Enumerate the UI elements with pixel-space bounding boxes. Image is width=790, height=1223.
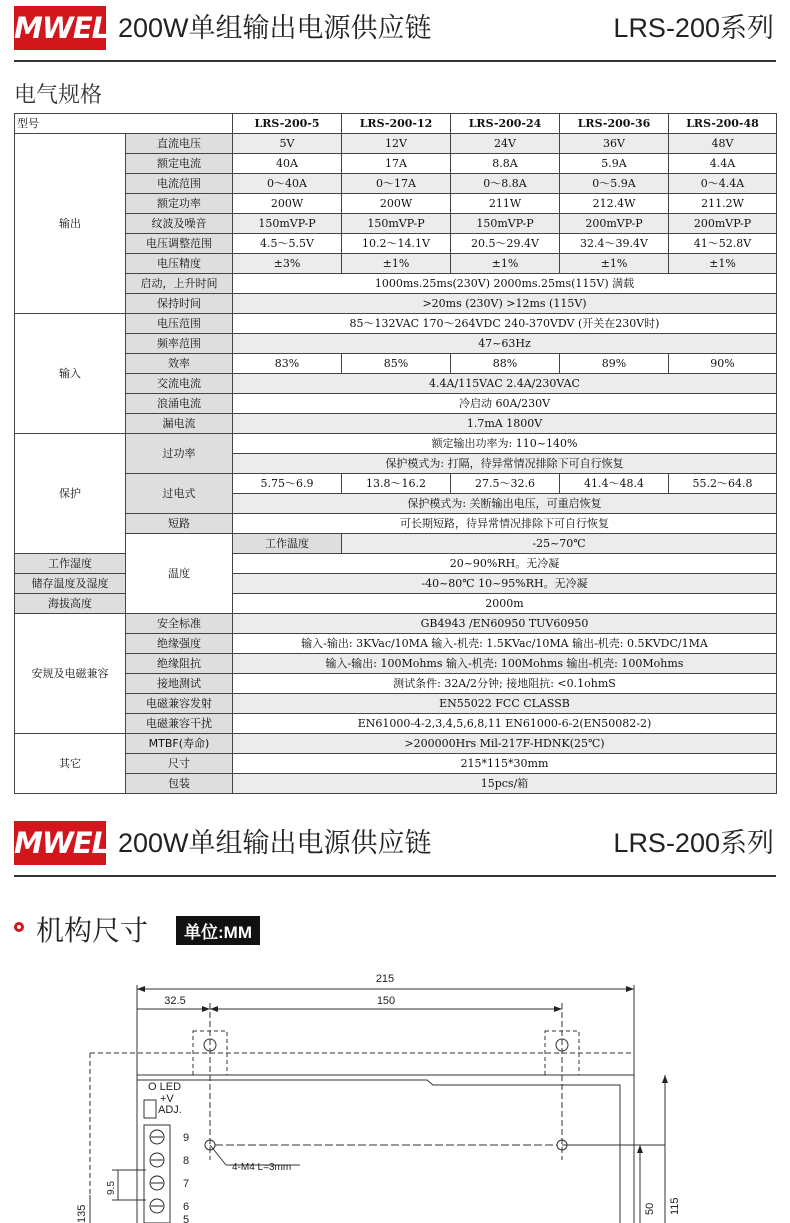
cell: 保护模式为: 关断输出电压，可重启恢复	[233, 494, 777, 514]
cell: 额定输出功率为: 110~140%	[233, 434, 777, 454]
terminal-number: 7	[183, 1178, 190, 1190]
category-protection: 保护	[15, 434, 126, 554]
table-header-row	[15, 114, 777, 134]
mid-banner	[0, 815, 790, 877]
unit-badge: 单位:MM	[176, 916, 260, 945]
table-row	[15, 254, 777, 274]
cell: 4.4A	[669, 154, 777, 174]
cell: ±3%	[233, 254, 342, 274]
table-row	[15, 514, 777, 534]
row-label: 启动，上升时间	[126, 274, 233, 294]
terminal-number: 6	[183, 1201, 190, 1213]
led-label: O LED	[148, 1081, 182, 1093]
mechanical-drawing	[0, 955, 790, 1223]
row-label: 绝缘强度	[126, 634, 233, 654]
screw-label: 4-M4 L=3mm	[232, 1162, 292, 1173]
table-row	[15, 414, 777, 434]
cell: 0～4.4A	[669, 174, 777, 194]
row-label: 效率	[126, 354, 233, 374]
arrow-icon	[662, 1075, 668, 1083]
row-label: 短路	[126, 514, 233, 534]
table-row	[15, 434, 777, 454]
terminal-number: 8	[183, 1155, 190, 1167]
model-name: LRS-200-12	[342, 114, 451, 134]
terminal-block	[144, 1125, 170, 1223]
brand-logo: MWEL	[14, 821, 106, 865]
chassis-body	[137, 1080, 620, 1223]
model-name: LRS-200-5	[233, 114, 342, 134]
cell: 211W	[451, 194, 560, 214]
cell: 41.4～48.4	[560, 474, 669, 494]
cell: 200mVP-P	[560, 214, 669, 234]
row-label: 交流电流	[126, 374, 233, 394]
cell: 可长期短路，待异常情况排除下可自行恢复	[233, 514, 777, 534]
row-label: 包装	[126, 774, 233, 794]
table-row	[15, 294, 777, 314]
cell: 输入-输出: 100Mohms 输入-机壳: 100Mohms 输出-机壳: 100Mohms	[233, 654, 777, 674]
row-label: 过功率	[126, 434, 233, 474]
row-label: 电磁兼容干扰	[126, 714, 233, 734]
category-temperature: 温度	[126, 534, 233, 614]
cell: 36V	[560, 134, 669, 154]
row-label: 电压精度	[126, 254, 233, 274]
cell: 15pcs/箱	[233, 774, 777, 794]
row-label: 频率范围	[126, 334, 233, 354]
table-row	[15, 234, 777, 254]
cell: 17A	[342, 154, 451, 174]
banner-divider	[14, 60, 776, 62]
category-safety: 安规及电磁兼容	[15, 614, 126, 734]
cell: 150mVP-P	[233, 214, 342, 234]
dim-total-width: 215	[375, 973, 395, 985]
cell: 2000m	[233, 594, 777, 614]
model-name: LRS-200-36	[560, 114, 669, 134]
arrow-icon	[137, 986, 145, 992]
cell: 32.4～39.4V	[560, 234, 669, 254]
row-label: 纹波及噪音	[126, 214, 233, 234]
arrow-icon	[210, 1006, 218, 1012]
row-label: 电压范围	[126, 314, 233, 334]
arrow-icon	[626, 986, 634, 992]
table-row	[15, 134, 777, 154]
cell: 0～40A	[233, 174, 342, 194]
row-label: 过电式	[126, 474, 233, 514]
table-row	[15, 534, 777, 554]
cell: 5.9A	[560, 154, 669, 174]
cell: >200000Hrs Mil-217F-HDNK(25℃)	[233, 734, 777, 754]
vplus-label: +V	[160, 1093, 174, 1105]
cell: 55.2～64.8	[669, 474, 777, 494]
table-row	[15, 374, 777, 394]
cell: 85%	[342, 354, 451, 374]
cell: 20~90%RH。无冷凝	[233, 554, 777, 574]
section-title: 电气规格	[14, 82, 103, 107]
arrow-icon	[202, 1006, 210, 1012]
cell: 41～52.8V	[669, 234, 777, 254]
row-label: 额定电流	[126, 154, 233, 174]
cell: 27.5～32.6	[451, 474, 560, 494]
table-row	[15, 174, 777, 194]
cell: 4.4A/115VAC 2.4A/230VAC	[233, 374, 777, 394]
banner-divider	[14, 875, 776, 877]
cell: 12V	[342, 134, 451, 154]
table-row	[15, 214, 777, 234]
cell: 输入-输出: 3KVac/10MA 输入-机壳: 1.5KVac/10MA 输出-机壳: 0.5KVDC/1MA	[233, 634, 777, 654]
cell: 211.2W	[669, 194, 777, 214]
cell: -40~80℃ 10~95%RH。无冷凝	[233, 574, 777, 594]
top-banner	[0, 0, 790, 62]
cell: GB4943 /EN60950 TUV60950	[233, 614, 777, 634]
banner-title: 200W单组输出电源供应链	[118, 828, 432, 858]
adj-label: ADJ.	[158, 1104, 182, 1116]
cell: 10.2～14.1V	[342, 234, 451, 254]
cell: 90%	[669, 354, 777, 374]
cell: 88%	[451, 354, 560, 374]
banner-series: LRS-200系列	[613, 13, 774, 43]
cell: 83%	[233, 354, 342, 374]
dim-pitch: 9.5	[106, 1181, 117, 1195]
cell: 47~63Hz	[233, 334, 777, 354]
mechanical-title: 机构尺寸	[36, 915, 149, 946]
cell: 0～8.8A	[451, 174, 560, 194]
dim-depth: 115	[669, 1197, 681, 1215]
spec-table	[14, 113, 777, 794]
row-label: 漏电流	[126, 414, 233, 434]
table-row	[15, 274, 777, 294]
row-label: 工作温度	[233, 534, 342, 554]
banner-title: 200W单组输出电源供应链	[118, 13, 432, 43]
adj-pot	[144, 1100, 156, 1118]
cell: 200mVP-P	[669, 214, 777, 234]
dim-hole-vertical: 50	[644, 1202, 656, 1215]
dim-hole-spacing: 150	[376, 995, 396, 1007]
cell: 5V	[233, 134, 342, 154]
table-row	[15, 474, 777, 494]
cell: 冷启动 60A/230V	[233, 394, 777, 414]
row-label: 电磁兼容发射	[126, 694, 233, 714]
table-row	[15, 734, 777, 754]
cell: 保护模式为: 打隔，待异常情况排除下可自行恢复	[233, 454, 777, 474]
cell: 1000ms.25ms(230V) 2000ms.25ms(115V) 满载	[233, 274, 777, 294]
banner-series: LRS-200系列	[613, 828, 774, 858]
cell: 4.5～5.5V	[233, 234, 342, 254]
table-row	[15, 314, 777, 334]
row-label: 保持时间	[126, 294, 233, 314]
leader-line	[210, 1145, 226, 1165]
cell: -25~70℃	[342, 534, 777, 554]
row-label: 接地测试	[126, 674, 233, 694]
table-row	[15, 334, 777, 354]
cell: 85～132VAC 170～264VDC 240-370VDV (开关在230V时)	[233, 314, 777, 334]
row-label: MTBF(寿命)	[126, 734, 233, 754]
cell: 0～17A	[342, 174, 451, 194]
cell: 20.5～29.4V	[451, 234, 560, 254]
model-name: LRS-200-48	[669, 114, 777, 134]
category-input: 输入	[15, 314, 126, 434]
category-other: 其它	[15, 734, 126, 794]
table-row	[15, 674, 777, 694]
cell: ±1%	[342, 254, 451, 274]
cell: 48V	[669, 134, 777, 154]
cell: 24V	[451, 134, 560, 154]
cell: 200W	[233, 194, 342, 214]
row-label: 储存温度及湿度	[15, 574, 126, 594]
dim-offset: 32.5	[164, 995, 186, 1007]
row-label: 尺寸	[126, 754, 233, 774]
table-row	[15, 194, 777, 214]
table-row	[15, 754, 777, 774]
cell: 212.4W	[560, 194, 669, 214]
cell: ±1%	[451, 254, 560, 274]
table-row	[15, 714, 777, 734]
cell: EN61000-4-2,3,4,5,6,8,11 EN61000-6-2(EN50082-2)	[233, 714, 777, 734]
category-output: 输出	[15, 134, 126, 314]
table-row	[15, 154, 777, 174]
table-row	[15, 354, 777, 374]
row-label: 直流电压	[126, 134, 233, 154]
cell: 5.75～6.9	[233, 474, 342, 494]
cell: 测试条件: 32A/2分钟; 接地阻抗: <0.1ohmS	[233, 674, 777, 694]
cell: 150mVP-P	[451, 214, 560, 234]
model-label: 型号	[15, 114, 233, 134]
brand-logo: MWEL	[14, 6, 106, 50]
dim-height: 135	[76, 1204, 88, 1223]
cell: 150mVP-P	[342, 214, 451, 234]
cell: 215*115*30mm	[233, 754, 777, 774]
cell: 89%	[560, 354, 669, 374]
cell: 1.7mA 1800V	[233, 414, 777, 434]
cell: ±1%	[669, 254, 777, 274]
cell: >20ms (230V) >12ms (115V)	[233, 294, 777, 314]
table-row	[15, 394, 777, 414]
bullet-icon	[14, 922, 24, 932]
cell: EN55022 FCC CLASSB	[233, 694, 777, 714]
table-row	[15, 694, 777, 714]
arrow-icon	[554, 1006, 562, 1012]
cell: 13.8～16.2	[342, 474, 451, 494]
terminal-number: 5	[183, 1214, 190, 1223]
row-label: 海拔高度	[15, 594, 126, 614]
cell: 0～5.9A	[560, 174, 669, 194]
table-row	[15, 634, 777, 654]
cell: ±1%	[560, 254, 669, 274]
row-label: 电压调整范围	[126, 234, 233, 254]
arrow-icon	[637, 1145, 643, 1153]
row-label: 额定功率	[126, 194, 233, 214]
model-name: LRS-200-24	[451, 114, 560, 134]
row-label: 安全标准	[126, 614, 233, 634]
row-label: 电流范围	[126, 174, 233, 194]
cell: 200W	[342, 194, 451, 214]
terminal-number: 9	[183, 1132, 190, 1144]
terminal-screws	[150, 1130, 164, 1213]
cell: 8.8A	[451, 154, 560, 174]
table-row	[15, 774, 777, 794]
row-label: 浪涌电流	[126, 394, 233, 414]
cell: 40A	[233, 154, 342, 174]
table-row	[15, 614, 777, 634]
row-label: 工作湿度	[15, 554, 126, 574]
row-label: 绝缘阻抗	[126, 654, 233, 674]
table-row	[15, 654, 777, 674]
